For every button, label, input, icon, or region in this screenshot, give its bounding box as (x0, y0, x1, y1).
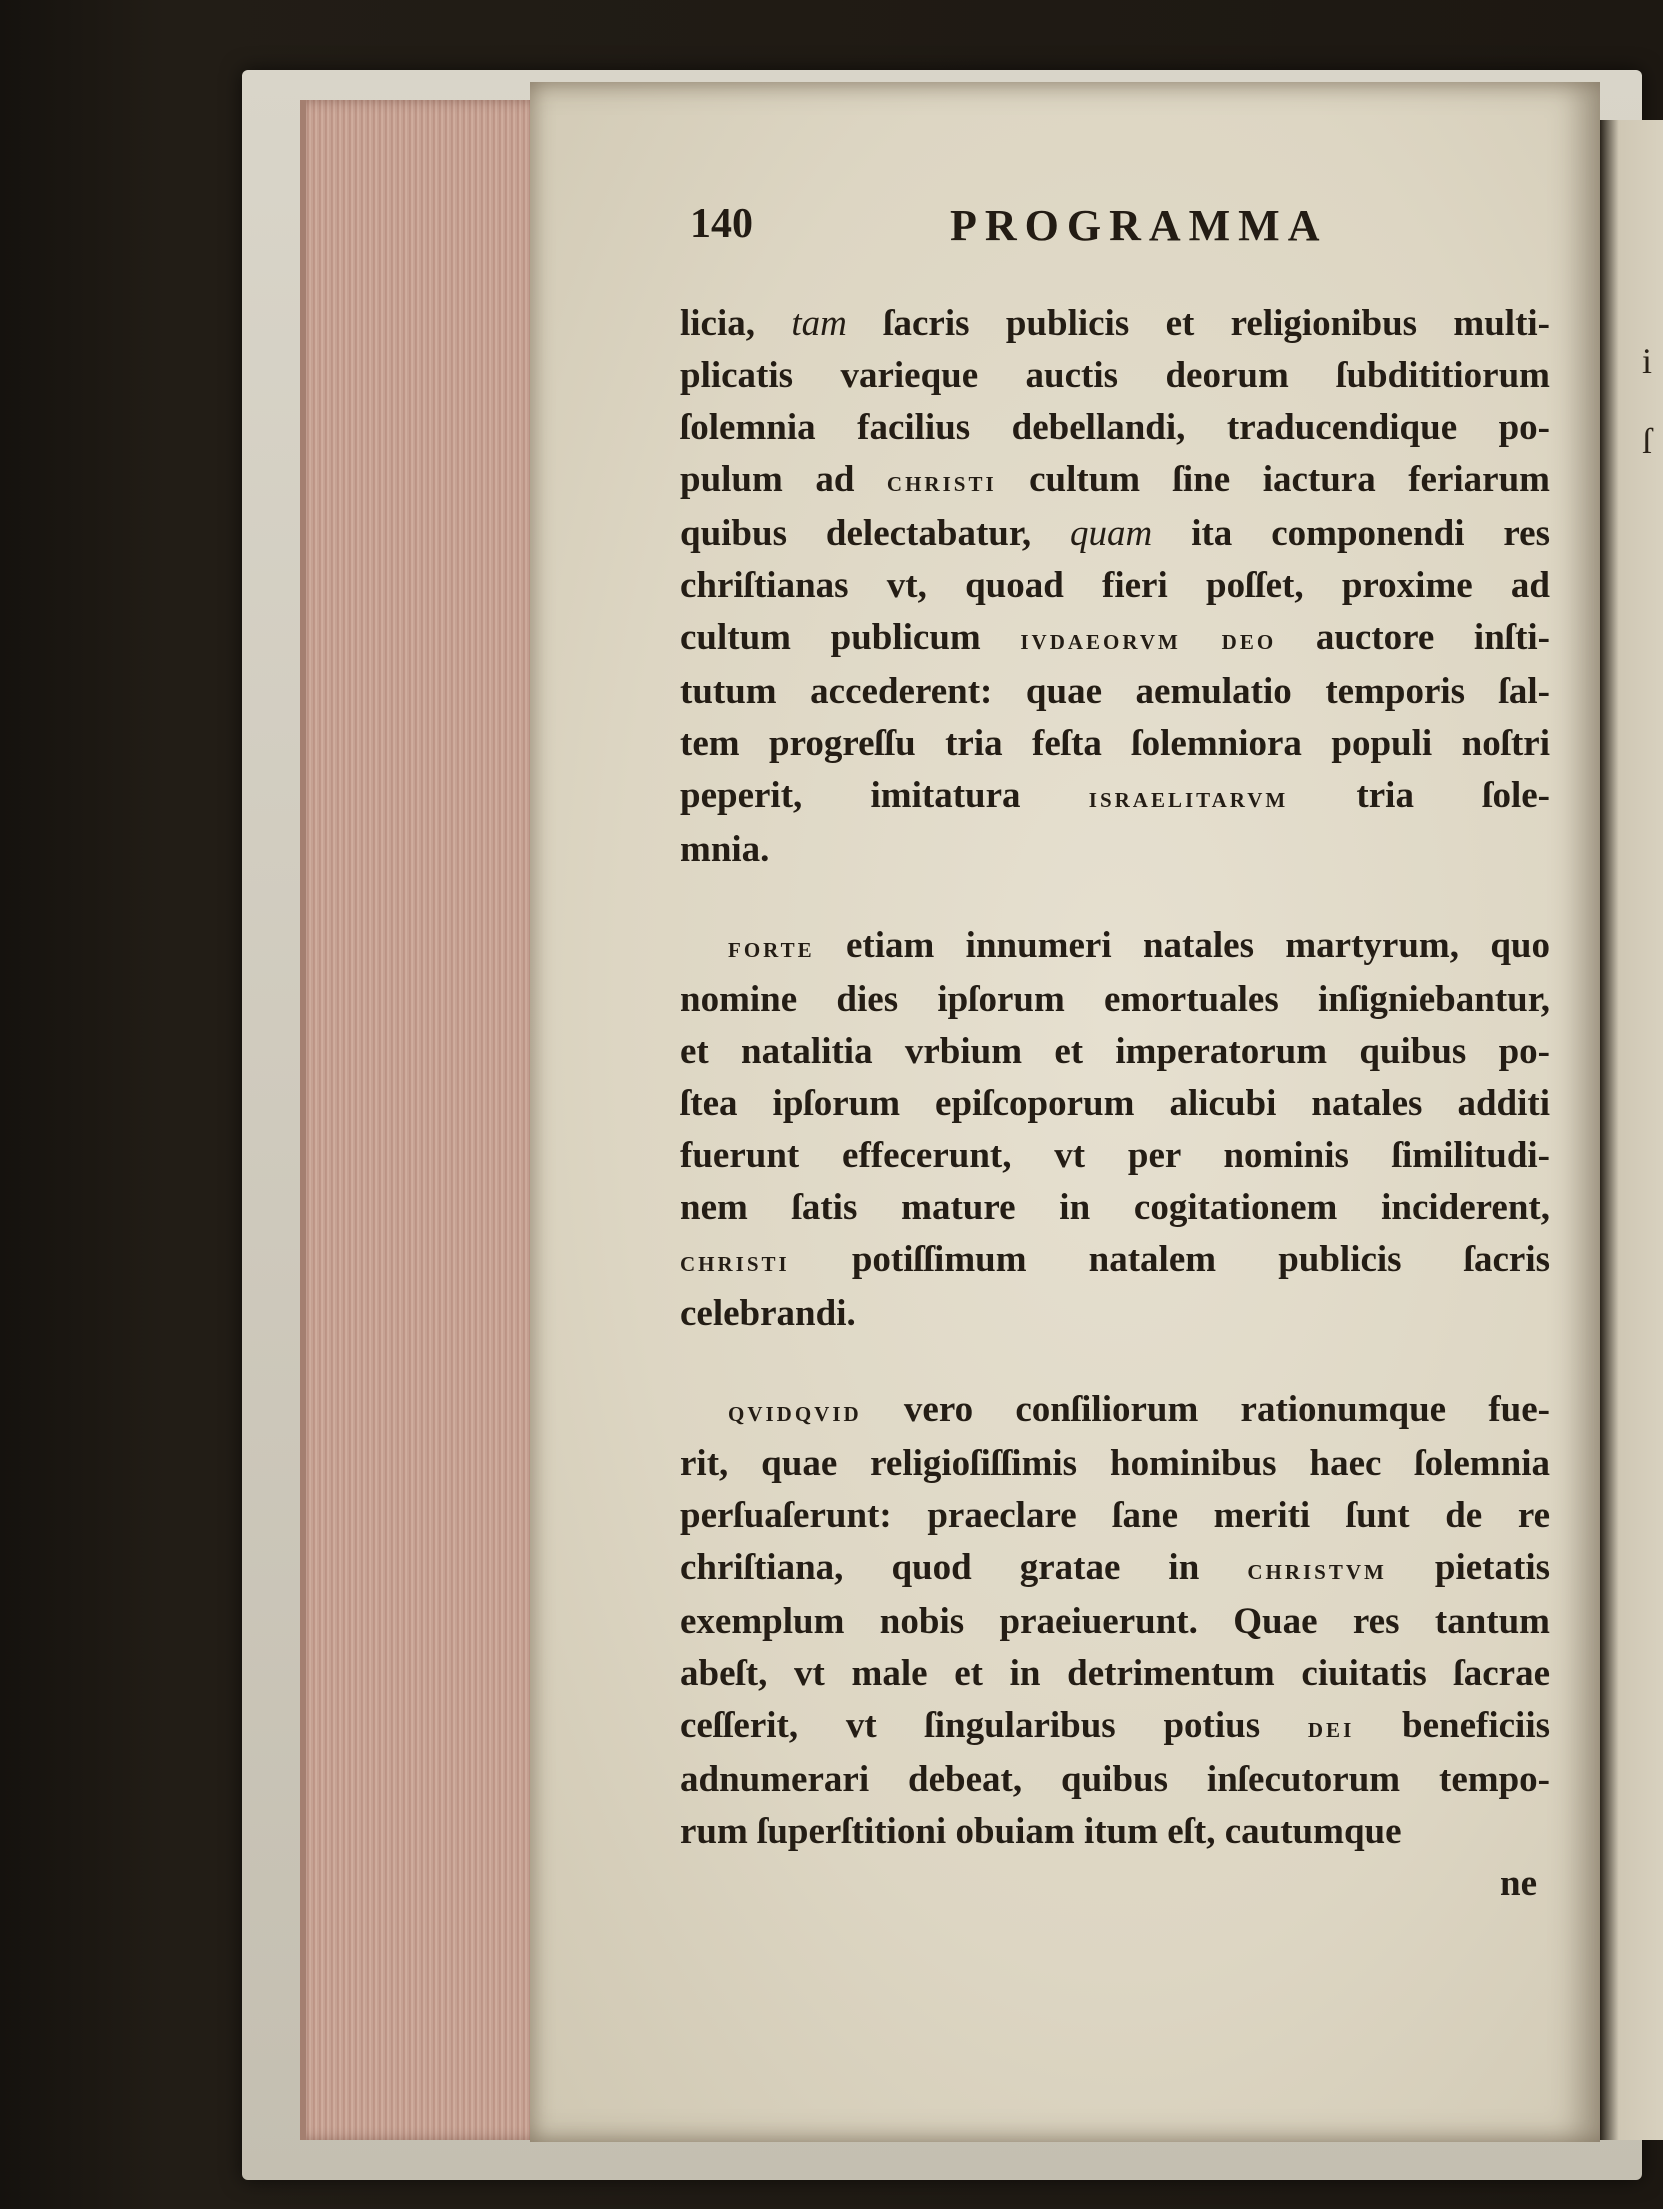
text-run: peperit, imitatura (680, 775, 1089, 816)
paragraph (680, 920, 1550, 1340)
text-line (680, 454, 1550, 508)
body-text (680, 298, 1550, 1858)
text-line (680, 666, 1550, 718)
small-caps-run: christi (886, 465, 997, 498)
text-line (680, 1754, 1550, 1806)
text-line (680, 1384, 1550, 1438)
text-line (680, 1026, 1550, 1078)
text-run: celebrandi. (680, 1293, 856, 1334)
text-run: ſtea ipſorum epiſcoporum alicubi natales additi (680, 1083, 1550, 1124)
text-line (680, 1806, 1550, 1858)
text-line (680, 920, 1550, 974)
text-run: exemplum nobis praeiuerunt. Quae res tantum (680, 1601, 1550, 1642)
text-line (680, 402, 1550, 454)
paragraph (680, 1384, 1550, 1858)
text-run: ſacris publicis et religionibus multi- (846, 303, 1551, 344)
text-run: potiſſimum natalem publicis ſacris (789, 1239, 1550, 1280)
text-line (680, 1078, 1550, 1130)
text-line (680, 560, 1550, 612)
text-run: pulum ad (680, 459, 887, 500)
text-run: cultum ſine iactura feriarum (996, 459, 1550, 500)
page-header (690, 200, 1410, 260)
text-run: chriſtianas vt, quoad fieri poſſet, proxime ad (680, 565, 1550, 606)
facing-page-fragment: i (1642, 341, 1653, 381)
text-run: rum ſuperſtitioni obuiam itum eſt, cautumque (680, 1811, 1402, 1852)
text-run: auctore inſti- (1276, 617, 1550, 658)
text-run: pietatis (1386, 1547, 1551, 1588)
text-run: nomine dies ipſorum emortuales inſigniebantur, (680, 979, 1550, 1020)
text-line (680, 350, 1550, 402)
text-line (680, 1596, 1550, 1648)
text-run: rit, quae religioſiſſimis hominibus haec ſolemnia (680, 1443, 1550, 1484)
text-line (680, 1700, 1550, 1754)
text-run: ſolemnia facilius debellandi, traducendique po- (680, 407, 1550, 448)
paragraph-gap (680, 1340, 1550, 1384)
text-run: etiam innumeri natales martyrum, quo (814, 925, 1550, 966)
text-run: quibus delectabatur, (680, 513, 1071, 554)
text-line (680, 612, 1550, 666)
small-caps-run: qvidqvid (728, 1395, 862, 1428)
small-caps-run: forte (728, 931, 815, 964)
italic-run: quam (1070, 513, 1153, 554)
text-run: chriſtiana, quod gratae in (680, 1547, 1248, 1588)
small-caps-run: christi (680, 1245, 790, 1278)
text-line (680, 974, 1550, 1026)
small-caps-run: dei (1307, 1711, 1355, 1744)
paragraph (680, 298, 1550, 876)
paragraph-gap (680, 876, 1550, 920)
facing-page-edge (1600, 120, 1663, 2140)
text-run: tutum accederent: quae aemulatio temporis ſal- (680, 671, 1550, 712)
page-number: 140 (690, 201, 753, 247)
text-run: ceſſerit, vt ſingularibus potius (680, 1705, 1308, 1746)
text-run: tem progreſſu tria feſta ſolemniora populi noſtri (680, 723, 1550, 764)
text-line (680, 1234, 1550, 1288)
text-run: nem ſatis mature in cogitationem inciderent, (680, 1187, 1550, 1228)
text-line (680, 508, 1550, 560)
text-run: plicatis varieque auctis deorum ſubdititiorum (680, 355, 1550, 396)
text-line (680, 1182, 1550, 1234)
text-line (680, 824, 1550, 876)
text-run: abeſt, vt male et in detrimentum ciuitatis ſacrae (680, 1653, 1550, 1694)
text-line (680, 1130, 1550, 1182)
text-run: ita componendi res (1152, 513, 1550, 554)
text-run: beneficiis (1354, 1705, 1550, 1746)
text-run: licia, (680, 303, 792, 344)
small-caps-run: ivdaeorvm deo (1020, 623, 1277, 656)
text-line (680, 718, 1550, 770)
italic-run: tam (791, 303, 847, 344)
text-run: vero conſiliorum rationumque fue- (861, 1389, 1550, 1430)
text-run: adnumerari debeat, quibus inſecutorum tempo- (680, 1759, 1550, 1800)
text-run: tria ſole- (1288, 775, 1550, 816)
text-line (680, 1438, 1550, 1490)
facing-page-fragment: ſ (1642, 421, 1653, 461)
text-run: mnia. (680, 829, 770, 870)
text-line (680, 1648, 1550, 1700)
text-line (680, 770, 1550, 824)
text-line (680, 1490, 1550, 1542)
text-run: et natalitia vrbium et imperatorum quibus po- (680, 1031, 1550, 1072)
text-run: fuerunt effecerunt, vt per nominis ſimilitudi- (680, 1135, 1550, 1176)
small-caps-run: israelitarvm (1088, 781, 1289, 814)
text-run: perſuaſerunt: praeclare ſane meriti ſunt de re (680, 1495, 1550, 1536)
running-head: PROGRAMMA (950, 201, 1328, 250)
catchword: ne (1500, 1863, 1537, 1904)
small-caps-run: christvm (1247, 1553, 1387, 1586)
text-run: cultum publicum (680, 617, 1021, 658)
text-line (680, 298, 1550, 350)
text-line (680, 1542, 1550, 1596)
text-line (680, 1288, 1550, 1340)
page-edges (300, 100, 546, 2140)
